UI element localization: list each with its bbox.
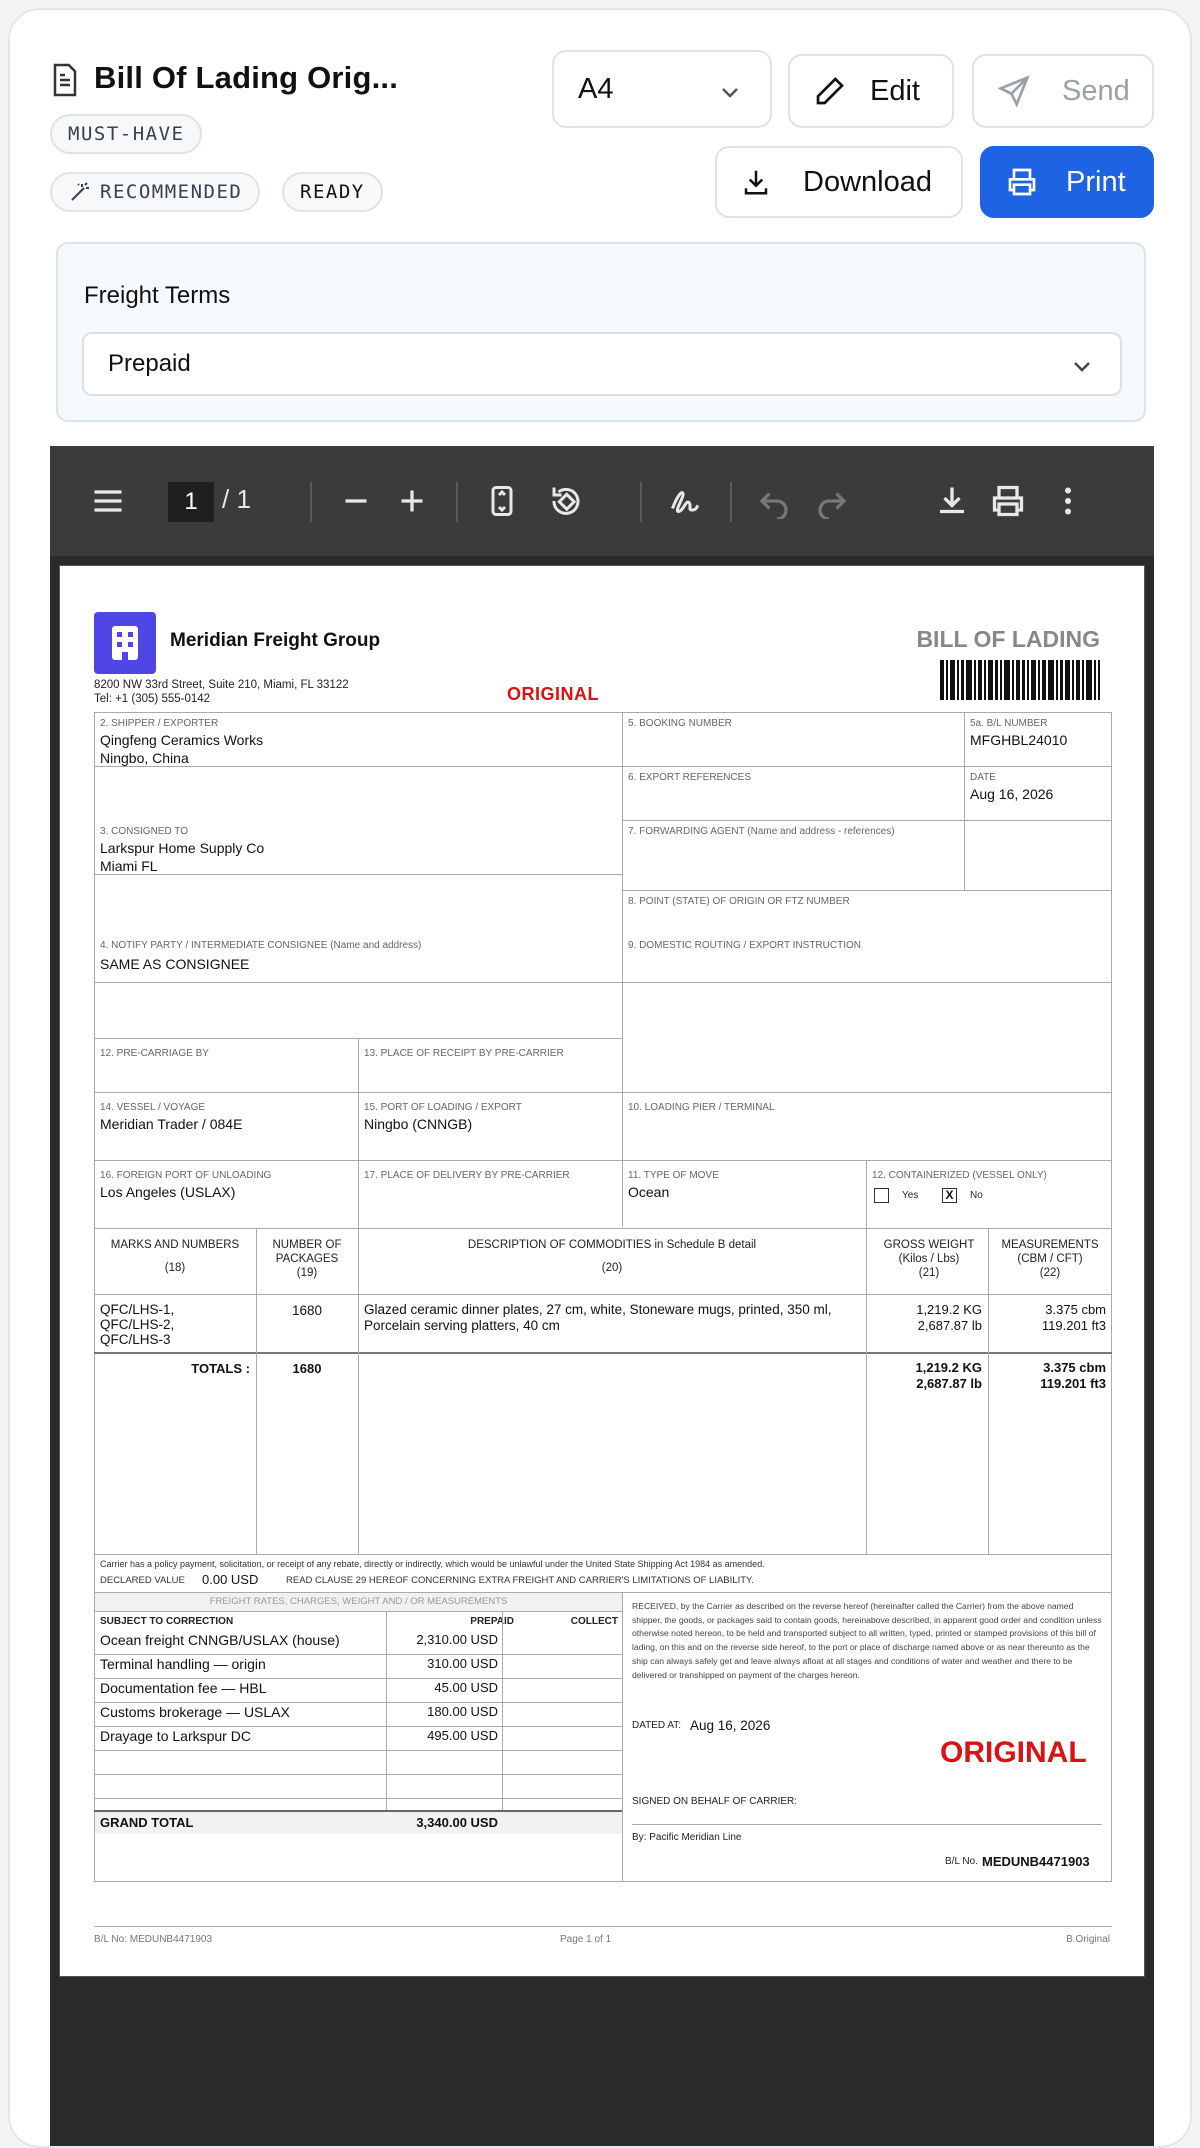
- pod-value: Los Angeles (USLAX): [100, 1184, 236, 1200]
- chevron-down-icon: [1070, 354, 1094, 378]
- pol-label: 15. PORT OF LOADING / EXPORT: [364, 1102, 522, 1113]
- gross-lb: 2,687.87 lb: [917, 1318, 982, 1333]
- divider: [622, 820, 1112, 821]
- must-have-badge: [50, 114, 202, 154]
- freight-terms-panel: [56, 242, 1146, 422]
- totals-label: TOTALS :: [191, 1361, 250, 1376]
- divider: [622, 712, 623, 1227]
- divider: [94, 1038, 622, 1039]
- description-line: Porcelain serving platters, 40 cm: [364, 1318, 560, 1333]
- declared-value: 0.00 USD: [202, 1572, 259, 1587]
- charge-name: Drayage to Larkspur DC: [100, 1728, 251, 1744]
- description-header-text: DESCRIPTION OF COMMODITIES in Schedule B detail: [467, 1239, 757, 1251]
- row-divider: [94, 1774, 622, 1775]
- company-name: Meridian Freight Group: [170, 630, 381, 651]
- gross-kg: 1,219.2 KG: [916, 1302, 982, 1317]
- notify-label: 4. NOTIFY PARTY / INTERMEDIATE CONSIGNEE (Name and address): [100, 940, 422, 951]
- gross-header-num: (21): [918, 1267, 940, 1279]
- yes-label: Yes: [902, 1190, 919, 1201]
- divider: [866, 1160, 867, 1228]
- menu-icon[interactable]: [90, 483, 126, 519]
- charge-prepaid: 495.00 USD: [427, 1728, 498, 1743]
- row-divider: [94, 1726, 622, 1727]
- vessel-label: 14. VESSEL / VOYAGE: [100, 1102, 206, 1113]
- edit-button[interactable]: [788, 54, 954, 128]
- more-options-icon[interactable]: [1050, 483, 1086, 519]
- company-address: [94, 678, 349, 706]
- routing-label: 9. DOMESTIC ROUTING / EXPORT INSTRUCTION: [628, 940, 861, 951]
- origin-label: 8. POINT (STATE) OF ORIGIN OR FTZ NUMBER: [628, 896, 850, 907]
- must-have-label: MUST-HAVE: [68, 123, 185, 145]
- consignee-name: Larkspur Home Supply Co: [100, 840, 265, 856]
- divider: [94, 1160, 1112, 1161]
- containerized-no-checkbox: X: [942, 1188, 957, 1203]
- download-icon[interactable]: [934, 483, 970, 519]
- charge-prepaid: 180.00 USD: [427, 1704, 498, 1719]
- divider: [386, 1611, 387, 1811]
- zoom-in-icon[interactable]: [394, 483, 430, 519]
- totals-meas-ft: 119.201 ft3: [1040, 1376, 1106, 1391]
- signature-icon[interactable]: [668, 483, 704, 519]
- undo-icon[interactable]: [756, 483, 792, 519]
- packages-cell: 1680: [291, 1303, 323, 1318]
- shipper-name: Qingfeng Ceramics Works: [100, 732, 264, 748]
- shipper-location: Ningbo, China: [100, 750, 189, 766]
- send-icon: [998, 75, 1030, 107]
- totals-measurements: [988, 1360, 1106, 1392]
- pod-label: 16. FOREIGN PORT OF UNLOADING: [100, 1170, 272, 1181]
- pdf-viewer: [50, 446, 1154, 2146]
- signed-label: SIGNED ON BEHALF OF CARRIER:: [632, 1796, 798, 1807]
- declared-value-label: DECLARED VALUE: [100, 1575, 185, 1586]
- footer-left: B/L No: MEDUNB4471903: [94, 1934, 213, 1945]
- policy-text: Carrier has a policy payment, solicitation, or receipt of any rebate, directly or indirectly, which would be unlawful under the United State Shipping Act 1984 as amended.: [100, 1559, 765, 1569]
- download-button[interactable]: [715, 146, 963, 218]
- bl-number: MFGHBL24010: [970, 732, 1068, 748]
- totals-meas-cbm: 3.375 cbm: [1043, 1360, 1106, 1375]
- pencil-icon: [814, 75, 846, 107]
- footer-rule: [94, 1926, 1112, 1927]
- dated-label: DATED AT:: [632, 1720, 682, 1731]
- prepaid-header: PREPAID: [470, 1616, 514, 1627]
- ready-badge: [282, 172, 383, 212]
- rotate-icon[interactable]: [548, 483, 584, 519]
- page-number-input[interactable]: 1: [168, 482, 214, 522]
- paper-size-value: A4: [578, 72, 614, 105]
- meas-ft: 119.201 ft3: [1041, 1318, 1106, 1333]
- pol-value: Ningbo (CNNGB): [364, 1116, 473, 1132]
- toolbar-divider: [456, 482, 458, 522]
- marks-line: QFC/LHS-1,: [100, 1302, 175, 1317]
- pier-label: 10. LOADING PIER / TERMINAL: [628, 1102, 775, 1113]
- subject-header: SUBJECT TO CORRECTION: [100, 1616, 234, 1627]
- footer-right: B.Original: [1066, 1934, 1110, 1945]
- original-stamp-top: ORIGINAL: [507, 684, 599, 704]
- divider: [622, 766, 1112, 767]
- dated-value: Aug 16, 2026: [690, 1718, 771, 1733]
- divider: [964, 712, 965, 890]
- fit-page-icon[interactable]: [484, 483, 520, 519]
- divider: [622, 890, 1112, 891]
- shipper-label: 2. SHIPPER / EXPORTER: [100, 718, 219, 729]
- toolbar-divider: [730, 482, 732, 522]
- description-header: [358, 1238, 866, 1275]
- divider: [94, 1554, 1112, 1555]
- print-label: Print: [1066, 165, 1126, 198]
- measurements-header-num: (22): [1039, 1267, 1061, 1279]
- charge-prepaid: 45.00 USD: [434, 1680, 498, 1695]
- row-divider: [94, 1798, 622, 1799]
- totals-packages: 1680: [292, 1361, 322, 1376]
- page-title: Bill Of Lading Orig...: [94, 60, 399, 95]
- received-clause: RECEIVED, by the Carrier as described on the reverse hereof (hereinafter called the Carrier) from the above named shipper, the goods, or packages said to contain goods, hereinabove described, in apparent good order and condition unless otherwise noted hereon, to be held and transported subject to all written, typed, printed or stamped provisions of this bill of lading, on this and on the reverse side hereof, to the port or place of discharge named above or as near thereunto as the ship can always safely get and leave always afloat at all stages and conditions of water and weather and there to be delivered or transhipped on payment of the charges hereon.: [632, 1601, 1102, 1680]
- move-value: Ocean: [628, 1184, 670, 1200]
- date-label: DATE: [970, 772, 996, 783]
- description-line: Glazed ceramic dinner plates, 27 cm, white, Stoneware mugs, printed, 350 ml,: [364, 1302, 832, 1317]
- row-divider: [94, 1678, 622, 1679]
- marks-header-text: MARKS AND NUMBERS: [110, 1239, 240, 1251]
- toolbar-divider: [310, 482, 312, 522]
- address-line: 8200 NW 33rd Street, Suite 210, Miami, FL 33122: [94, 679, 349, 691]
- totals-gross-kg: 1,219.2 KG: [915, 1360, 982, 1375]
- measurements-cell: [988, 1302, 1106, 1334]
- collect-header: COLLECT: [570, 1616, 618, 1627]
- charge-name: Documentation fee — HBL: [100, 1680, 267, 1696]
- totals-gross-lb: 2,687.87 lb: [916, 1376, 982, 1391]
- charge-prepaid: 310.00 USD: [427, 1656, 498, 1671]
- consignee-location: Miami FL: [100, 858, 158, 874]
- document-title: BILL OF LADING: [916, 626, 1100, 652]
- footer-page: Page 1 of 1: [560, 1934, 612, 1945]
- divider: [502, 1611, 503, 1811]
- packages-header-text: NUMBER OF PACKAGES: [272, 1239, 342, 1265]
- bl-no-value: MEDUNB4471903: [982, 1854, 1090, 1869]
- download-icon: [741, 167, 771, 197]
- precarriage-label: 12. PRE-CARRIAGE BY: [100, 1048, 209, 1059]
- bill-of-lading-page: [60, 566, 1144, 1976]
- printer-icon[interactable]: [990, 483, 1026, 519]
- divider: [94, 1294, 1112, 1295]
- edit-label: Edit: [870, 74, 920, 107]
- marks-cell: [100, 1302, 174, 1347]
- no-label: No: [970, 1190, 983, 1201]
- consignee-label: 3. CONSIGNED TO: [100, 826, 188, 837]
- packages-header-num: (19): [296, 1267, 318, 1279]
- bl-no-label: B/L No.: [945, 1856, 978, 1867]
- grand-total-value: 3,340.00 USD: [416, 1815, 498, 1830]
- charge-name: Terminal handling — origin: [100, 1656, 266, 1672]
- totals-gross: [866, 1360, 982, 1392]
- row-divider: [94, 1654, 622, 1655]
- row-divider: [94, 1702, 622, 1703]
- send-label: Send: [1062, 74, 1130, 107]
- divider: [94, 1228, 1112, 1229]
- marks-header: [94, 1238, 256, 1275]
- chevron-down-icon: [718, 80, 742, 104]
- printer-icon: [1006, 166, 1038, 198]
- grand-total-label: GRAND TOTAL: [100, 1815, 194, 1830]
- receipt-label: 13. PLACE OF RECEIPT BY PRE-CARRIER: [364, 1048, 564, 1059]
- download-label: Download: [803, 165, 932, 198]
- divider: [94, 874, 622, 875]
- divider: [94, 1092, 1112, 1093]
- containerized-yes-checkbox: [874, 1188, 889, 1203]
- divider: [358, 1038, 359, 1228]
- ready-label: READY: [300, 181, 365, 203]
- document-card: [8, 8, 1192, 2148]
- paper-size-select[interactable]: [552, 50, 772, 128]
- freight-terms-select[interactable]: [82, 332, 1122, 396]
- divider: [94, 982, 1112, 983]
- page-total: / 1: [222, 484, 251, 514]
- measurements-header: [992, 1238, 1108, 1280]
- signature-line: [632, 1824, 1102, 1825]
- measurements-header-text: MEASUREMENTS (CBM / CFT): [1001, 1239, 1099, 1265]
- clause-text: READ CLAUSE 29 HEREOF CONCERNING EXTRA FREIGHT AND CARRIER'S LIMITATIONS OF LIABILITY.: [286, 1575, 754, 1586]
- freight-terms-label: Freight Terms: [84, 282, 231, 309]
- magic-wand-icon: [68, 180, 92, 204]
- charge-prepaid: 2,310.00 USD: [416, 1632, 498, 1647]
- booking-label: 5. BOOKING NUMBER: [628, 718, 732, 729]
- delivery-label: 17. PLACE OF DELIVERY BY PRE-CARRIER: [364, 1170, 570, 1181]
- divider: [358, 1228, 359, 1554]
- export-ref-label: 6. EXPORT REFERENCES: [628, 772, 751, 783]
- zoom-out-icon[interactable]: [338, 483, 374, 519]
- toolbar-divider: [640, 482, 642, 522]
- freight-terms-value: Prepaid: [108, 350, 191, 377]
- notify-value: SAME AS CONSIGNEE: [100, 956, 250, 972]
- document-icon: [50, 62, 80, 98]
- forwarding-label: 7. FORWARDING AGENT (Name and address - references): [628, 826, 895, 837]
- charge-name: Customs brokerage — USLAX: [100, 1704, 290, 1720]
- container-label: 12. CONTAINERIZED (VESSEL ONLY): [872, 1170, 1047, 1181]
- gross-cell: [866, 1302, 982, 1334]
- redo-icon[interactable]: [814, 483, 850, 519]
- packages-header: [256, 1238, 358, 1280]
- divider: [94, 1352, 1112, 1354]
- carrier-by: By: Pacific Meridian Line: [632, 1832, 742, 1843]
- recommended-badge: [50, 172, 260, 212]
- gross-header: [876, 1238, 982, 1280]
- divider: [622, 1592, 623, 1882]
- charge-name: Ocean freight CNNGB/USLAX (house): [100, 1632, 340, 1648]
- description-header-num: (20): [601, 1262, 623, 1274]
- meas-cbm: 3.375 cbm: [1045, 1302, 1106, 1317]
- bl-number-label: 5a. B/L NUMBER: [970, 718, 1048, 729]
- move-label: 11. TYPE OF MOVE: [628, 1170, 719, 1181]
- gross-header-text: GROSS WEIGHT (Kilos / Lbs): [883, 1239, 975, 1265]
- tel-line: Tel: +1 (305) 555-0142: [94, 693, 211, 705]
- print-button[interactable]: [980, 146, 1154, 218]
- pdf-toolbar: [50, 446, 1154, 556]
- marks-line: QFC/LHS-2,: [100, 1317, 175, 1332]
- date-value: Aug 16, 2026: [970, 786, 1054, 802]
- marks-line: QFC/LHS-3: [100, 1332, 171, 1347]
- vessel-value: Meridian Trader / 084E: [100, 1116, 243, 1132]
- row-divider: [94, 1750, 622, 1751]
- divider: [94, 1611, 622, 1612]
- description-cell: [364, 1302, 831, 1334]
- rates-title: FREIGHT RATES, CHARGES, WEIGHT AND / OR MEASUREMENTS: [209, 1596, 508, 1607]
- company-logo: [94, 612, 156, 674]
- recommended-label: RECOMMENDED: [100, 181, 243, 203]
- send-button[interactable]: [972, 54, 1154, 128]
- barcode: [940, 660, 1100, 700]
- building-icon: [94, 612, 156, 674]
- marks-header-num: (18): [164, 1262, 186, 1274]
- original-stamp: ORIGINAL: [940, 1736, 1087, 1769]
